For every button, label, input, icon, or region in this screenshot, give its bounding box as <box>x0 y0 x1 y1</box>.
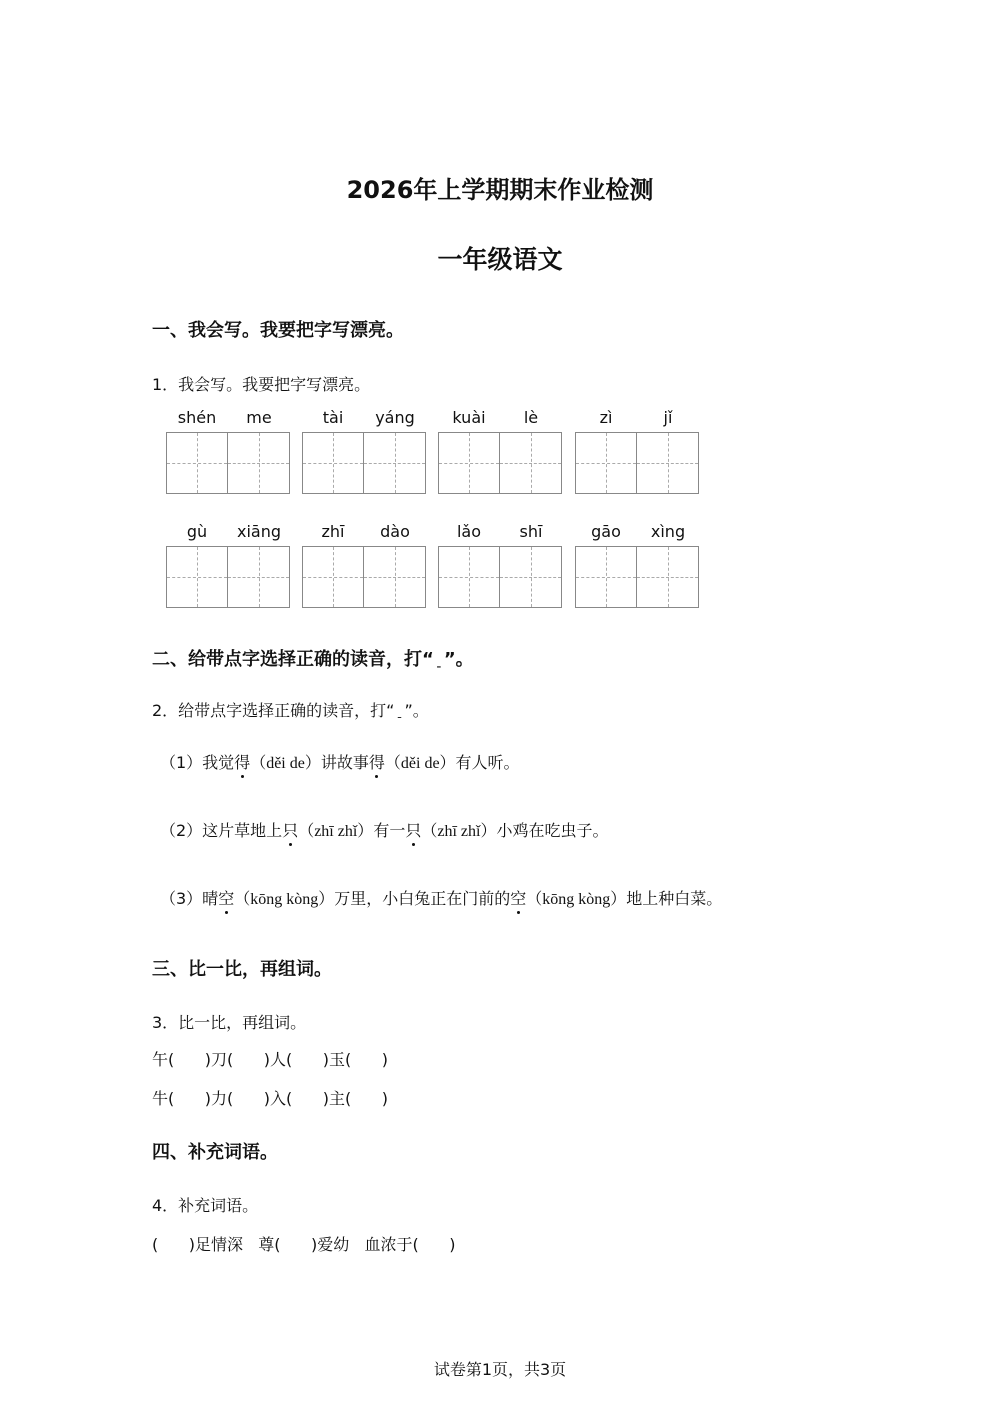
compare-line-1[interactable]: 午( )刀( )人( )玉( ) <box>152 1050 389 1069</box>
writing-cell[interactable] <box>228 432 290 494</box>
writing-cell[interactable] <box>166 546 228 608</box>
compare-line-2[interactable]: 牛( )力( )入( )主( ) <box>152 1089 389 1108</box>
item-text: 讲故事 <box>320 753 369 772</box>
pinyin: lǎo <box>456 522 482 541</box>
writing-cell[interactable] <box>500 432 562 494</box>
writing-cell[interactable] <box>637 546 699 608</box>
item-text: （1）我觉 <box>160 753 235 772</box>
question-4: 4．补充词语。 <box>152 1196 259 1215</box>
item-text: 地上种白菜。 <box>626 889 723 908</box>
section-3-heading: 三、比一比，再组词。 <box>152 959 332 980</box>
pinyin: lè <box>523 408 539 427</box>
dotted-char: 空 <box>510 886 526 909</box>
question-2-item-3 <box>160 886 722 909</box>
dotted-char: 只 <box>282 818 298 841</box>
section-2-heading <box>152 645 474 671</box>
pinyin: shén <box>177 408 217 427</box>
question-2 <box>152 698 429 721</box>
writing-cell[interactable] <box>166 432 228 494</box>
item-text: （2）这片草地上 <box>160 821 283 840</box>
page-subtitle: 一年级语文 <box>437 245 563 274</box>
pinyin: yáng <box>375 408 415 427</box>
writing-cell[interactable] <box>438 546 500 608</box>
tick-mark-icon: ˍ <box>435 654 442 668</box>
writing-cell[interactable] <box>364 432 426 494</box>
question-2-item-2 <box>160 818 608 841</box>
dotted-char: 得 <box>234 750 250 773</box>
pinyin: dào <box>380 522 410 541</box>
pinyin: zhī <box>321 522 345 541</box>
pinyin: gāo <box>591 522 621 541</box>
pronunciation-options[interactable]: （děi de） <box>250 755 321 772</box>
pinyin: zì <box>599 408 613 427</box>
question-2-end: ”。 <box>404 701 429 720</box>
pinyin: tài <box>322 408 344 427</box>
dotted-char: 只 <box>405 818 421 841</box>
pinyin: shī <box>519 522 543 541</box>
idiom-fill-line[interactable]: ( )足情深 尊( )爱幼 血浓于( ) <box>152 1235 456 1254</box>
pinyin: xiāng <box>236 522 281 541</box>
item-text: 有人听。 <box>455 753 520 772</box>
writing-cell[interactable] <box>575 432 637 494</box>
pinyin: gù <box>186 522 208 541</box>
writing-cell[interactable] <box>302 546 364 608</box>
question-2-item-1 <box>160 750 520 773</box>
item-text: （3）晴 <box>160 889 219 908</box>
pronunciation-options[interactable]: （kōng kòng） <box>234 891 335 908</box>
dotted-char: 得 <box>369 750 385 773</box>
page-footer: 试卷第1页，共3页 <box>433 1360 567 1379</box>
writing-cell[interactable] <box>637 432 699 494</box>
pronunciation-options[interactable]: （zhī zhǐ） <box>421 823 497 840</box>
writing-cell[interactable] <box>302 432 364 494</box>
tick-mark-icon: ˍ <box>396 705 403 719</box>
dotted-char: 空 <box>218 886 234 909</box>
item-text: 小鸡在吃虫子。 <box>496 821 609 840</box>
pronunciation-options[interactable]: （zhī zhǐ） <box>298 823 374 840</box>
pinyin: me <box>246 408 272 427</box>
question-3: 3．比一比，再组词。 <box>152 1013 307 1032</box>
pinyin: xìng <box>650 522 686 541</box>
pronunciation-options[interactable]: （děi de） <box>384 755 456 772</box>
writing-cell[interactable] <box>438 432 500 494</box>
writing-cell[interactable] <box>364 546 426 608</box>
section-1-heading: 一、我会写。我要把字写漂亮。 <box>152 320 404 341</box>
pronunciation-options[interactable]: （kōng kòng） <box>526 891 627 908</box>
section-4-heading: 四、补充词语。 <box>152 1142 278 1163</box>
item-text: 有一 <box>373 821 406 840</box>
pinyin: jǐ <box>663 408 673 427</box>
section-2-heading-text: 二、给带点字选择正确的读音，打“ <box>152 649 434 670</box>
page-title: 2026年上学期期末作业检测 <box>346 176 654 204</box>
writing-cell[interactable] <box>500 546 562 608</box>
question-2-text: 2．给带点字选择正确的读音，打“ <box>152 701 395 720</box>
pinyin: kuài <box>452 408 486 427</box>
writing-cell[interactable] <box>228 546 290 608</box>
item-text: 万里，小白兔正在门前的 <box>334 889 511 908</box>
writing-cell[interactable] <box>575 546 637 608</box>
question-1: 1．我会写。我要把字写漂亮。 <box>152 375 371 394</box>
section-2-heading-end: ”。 <box>443 649 474 670</box>
